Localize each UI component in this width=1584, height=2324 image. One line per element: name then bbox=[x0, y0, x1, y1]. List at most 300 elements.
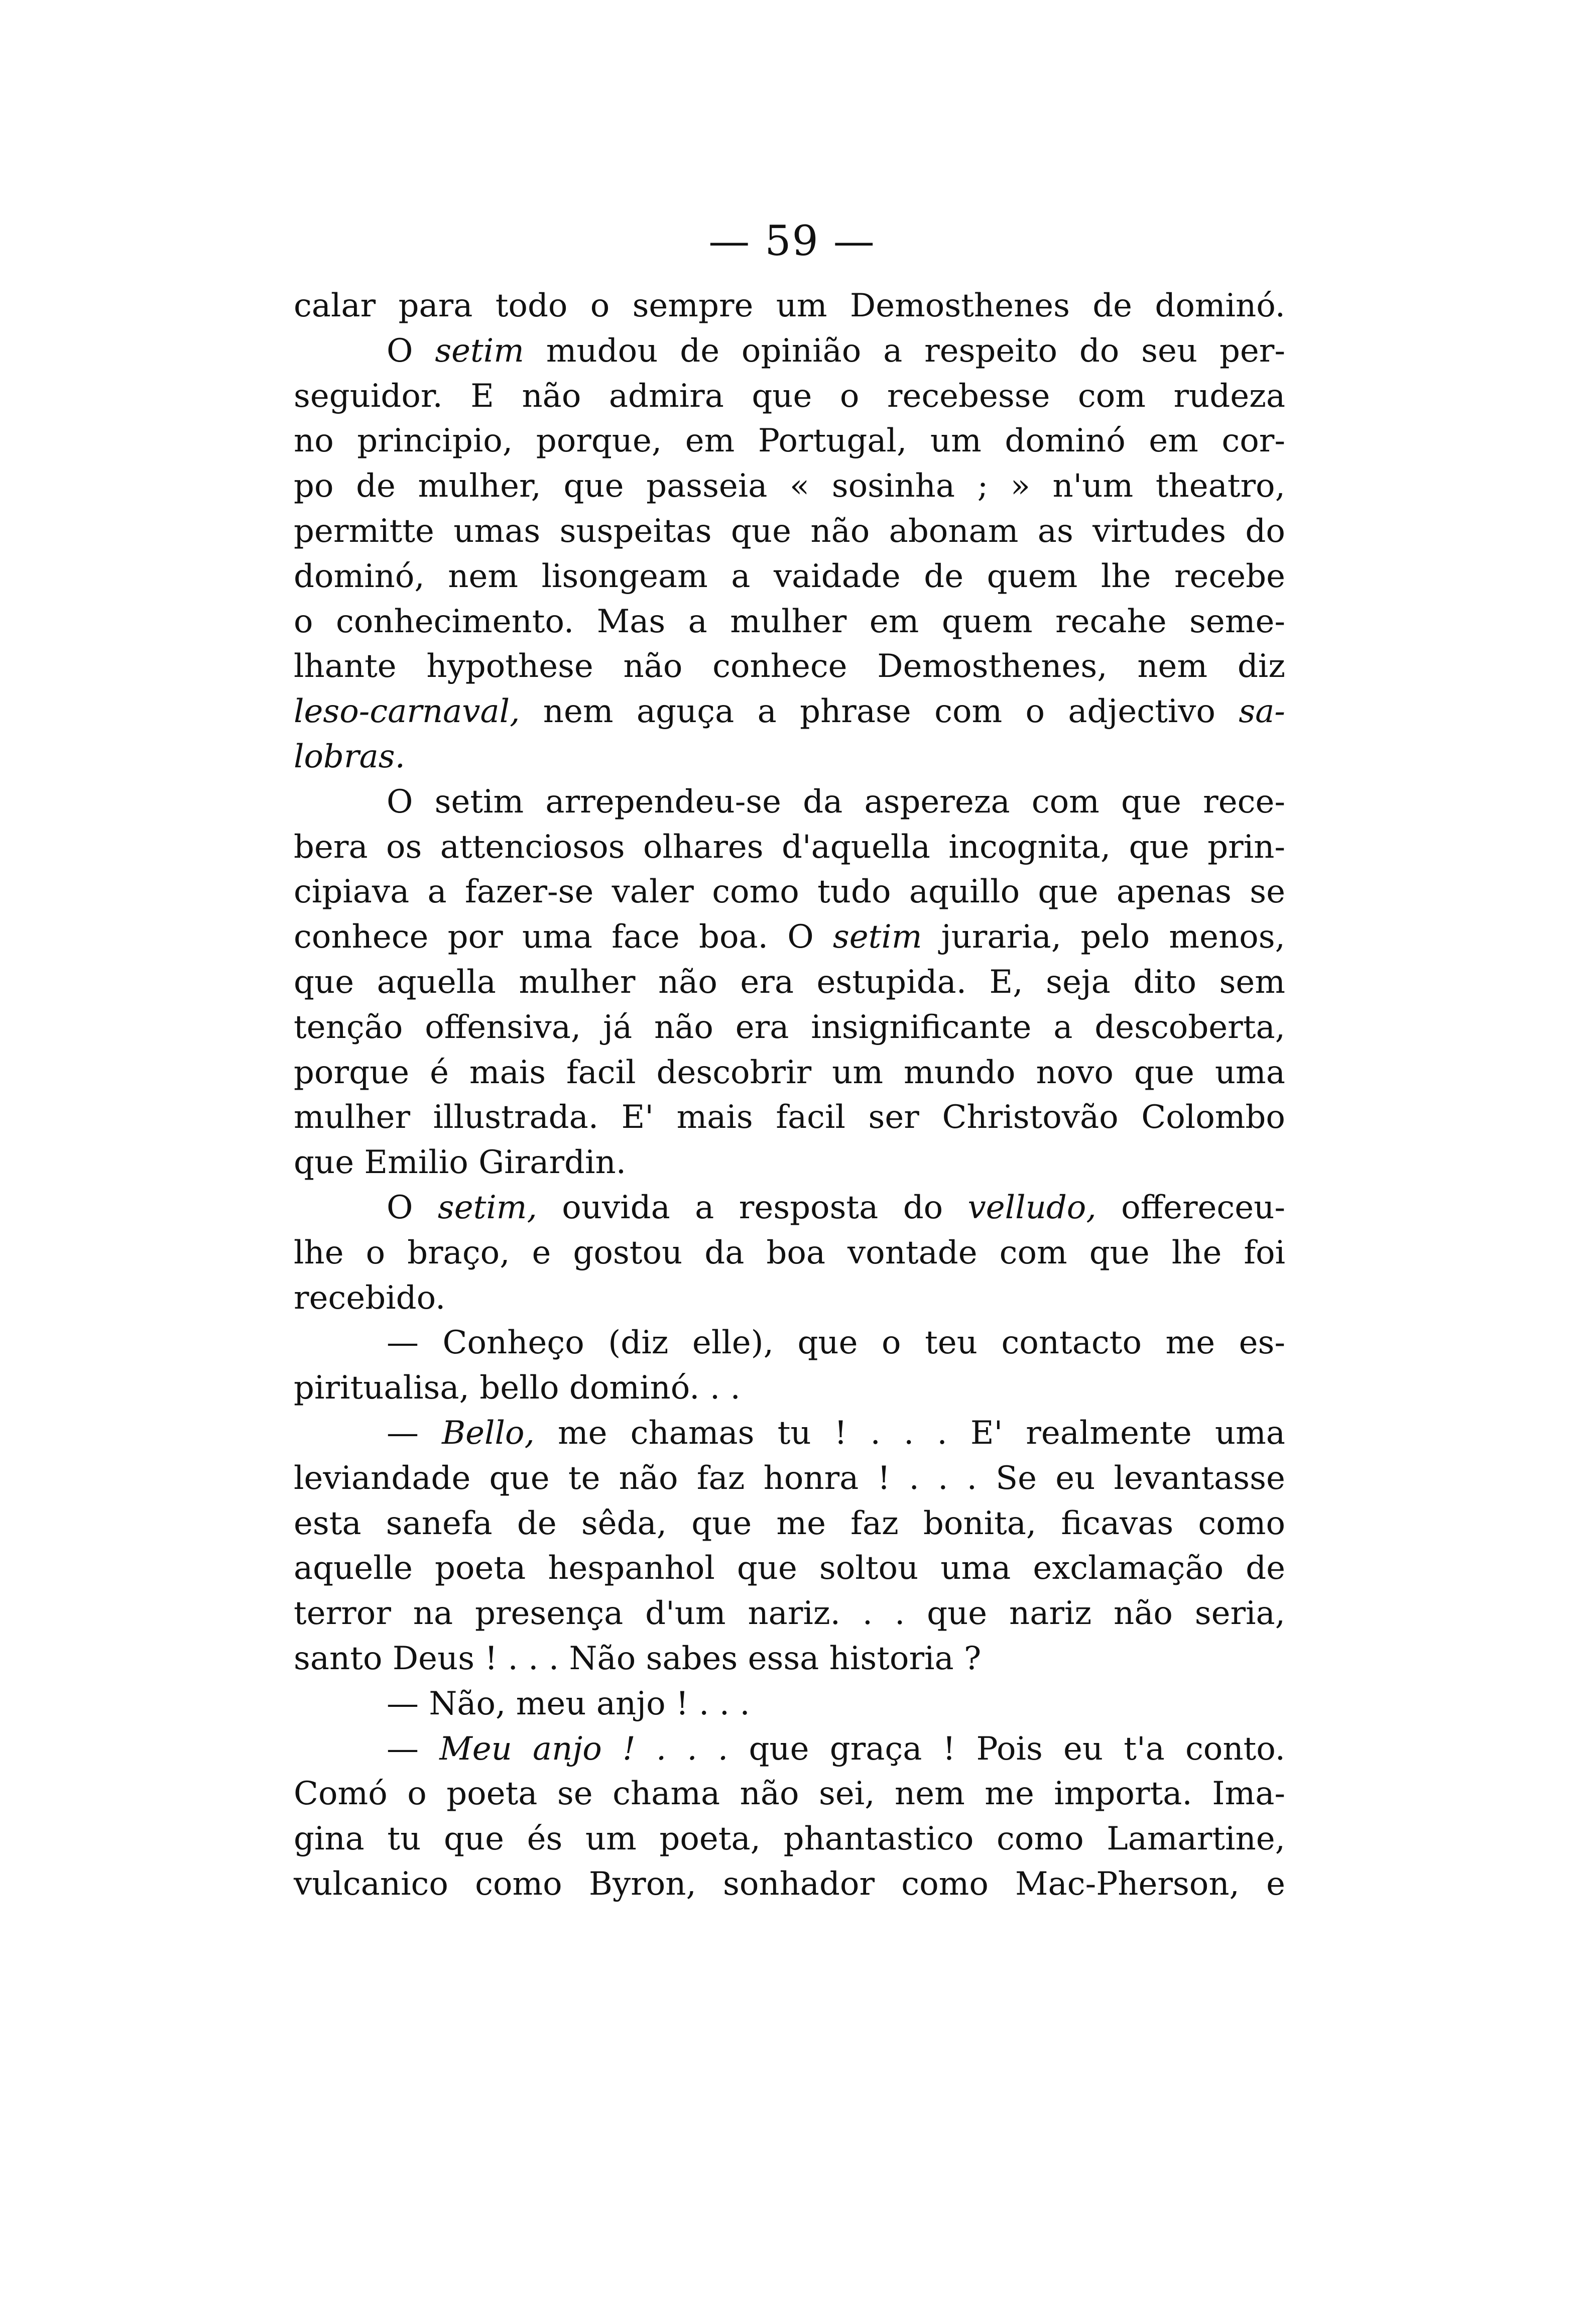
body-text bbox=[294, 284, 1285, 1907]
word: admira bbox=[608, 377, 724, 415]
word: nem bbox=[1137, 648, 1208, 685]
word: aquella bbox=[377, 963, 496, 1001]
word: setim bbox=[434, 783, 524, 821]
word: um bbox=[930, 422, 982, 460]
word: setim bbox=[832, 918, 922, 956]
word: de bbox=[1246, 1550, 1285, 1587]
word: do bbox=[1245, 512, 1285, 550]
text-line bbox=[294, 284, 1285, 329]
text-line bbox=[294, 1591, 1285, 1637]
word: leso-carnaval, bbox=[294, 693, 520, 731]
word: tenção bbox=[294, 1008, 403, 1046]
word: não bbox=[623, 648, 683, 685]
word: mulher bbox=[519, 963, 636, 1001]
page-number: — 59 — bbox=[708, 217, 876, 265]
word: dominó bbox=[1005, 422, 1126, 460]
word: faz bbox=[696, 1459, 745, 1497]
word: pelo bbox=[1080, 918, 1150, 956]
word: Portugal, bbox=[758, 422, 907, 460]
word: Bello, bbox=[442, 1414, 535, 1452]
word: o bbox=[407, 1775, 427, 1813]
word: — bbox=[387, 1414, 419, 1452]
word: hespanhol bbox=[548, 1550, 715, 1587]
word: a bbox=[688, 603, 707, 640]
word: t'a bbox=[1124, 1730, 1165, 1768]
word: com bbox=[1077, 377, 1146, 415]
word: não bbox=[619, 1459, 678, 1497]
word: juraria, bbox=[941, 918, 1062, 956]
word: que bbox=[443, 1820, 504, 1858]
word: . bbox=[717, 1730, 728, 1768]
word: uma bbox=[522, 918, 592, 956]
word: o bbox=[294, 603, 313, 640]
word: conhecimento. bbox=[335, 603, 574, 640]
word: virtudes bbox=[1092, 512, 1227, 550]
word: te bbox=[568, 1459, 600, 1497]
word: nariz bbox=[1009, 1595, 1092, 1633]
word: vaidade bbox=[773, 557, 901, 595]
word: cipiava bbox=[294, 873, 410, 911]
word: boa. bbox=[699, 918, 768, 956]
word: como bbox=[997, 1820, 1084, 1858]
word: o bbox=[590, 287, 610, 324]
word: facil bbox=[776, 1099, 845, 1136]
word: sa- bbox=[1239, 693, 1285, 731]
word: de bbox=[680, 332, 720, 370]
text-line bbox=[294, 1817, 1285, 1862]
word: Mac-Pherson, bbox=[1015, 1865, 1240, 1903]
word: po bbox=[294, 468, 334, 505]
word: — bbox=[387, 1730, 419, 1768]
word: aspereza bbox=[864, 783, 1010, 821]
word: face bbox=[612, 918, 680, 956]
word: tu bbox=[387, 1820, 421, 1858]
word: Mas bbox=[596, 603, 666, 640]
word: offereceu- bbox=[1121, 1189, 1285, 1226]
word: graça bbox=[829, 1730, 922, 1768]
word: diz bbox=[1237, 648, 1285, 685]
word: setim bbox=[435, 332, 524, 370]
word: setim, bbox=[437, 1189, 537, 1226]
word: aquillo bbox=[909, 873, 1020, 911]
word: que bbox=[737, 1550, 797, 1587]
word: o bbox=[839, 377, 860, 415]
word: de bbox=[924, 557, 964, 595]
word: ! bbox=[622, 1730, 636, 1768]
text-line bbox=[294, 1637, 1285, 1682]
word: Pois bbox=[976, 1730, 1043, 1768]
word: aquelle bbox=[294, 1550, 413, 1587]
text-line bbox=[294, 1456, 1285, 1501]
word: honra bbox=[763, 1459, 859, 1497]
word: as bbox=[1037, 512, 1073, 550]
word: illustrada. bbox=[433, 1099, 599, 1136]
word: . bbox=[656, 1730, 667, 1768]
word: que bbox=[752, 377, 812, 415]
word: phrase bbox=[800, 693, 911, 731]
word: sem bbox=[1219, 963, 1285, 1001]
text-line bbox=[294, 1231, 1285, 1276]
word: ouvida bbox=[562, 1189, 670, 1226]
word: Se bbox=[996, 1459, 1037, 1497]
text-line bbox=[294, 1321, 1285, 1366]
word: mais bbox=[676, 1099, 753, 1136]
word: teu bbox=[925, 1324, 978, 1362]
word: elle), bbox=[692, 1324, 774, 1362]
word: nariz. bbox=[748, 1595, 840, 1633]
word: mais bbox=[469, 1054, 546, 1091]
text-segment: piritualisa, bello dominó. . . bbox=[294, 1369, 741, 1407]
word: mudou bbox=[546, 332, 658, 370]
word: passeia bbox=[646, 468, 768, 505]
word: descoberta, bbox=[1094, 1008, 1285, 1046]
word: dito bbox=[1133, 963, 1196, 1001]
word: ! bbox=[834, 1414, 847, 1452]
word: porque, bbox=[536, 422, 662, 460]
word: não bbox=[654, 1008, 713, 1046]
word: nem bbox=[895, 1775, 965, 1813]
word: realmente bbox=[1026, 1414, 1192, 1452]
word: theatro, bbox=[1155, 468, 1285, 505]
word: Demosthenes, bbox=[877, 648, 1108, 685]
text-segment: santo Deus ! . . . Não sabes essa historia ? bbox=[294, 1640, 982, 1677]
word: insignificante bbox=[811, 1008, 1032, 1046]
word: velludo, bbox=[967, 1189, 1096, 1226]
word: a bbox=[731, 557, 751, 595]
word: . bbox=[903, 1414, 914, 1452]
text-line bbox=[294, 825, 1285, 870]
word: principio, bbox=[357, 422, 513, 460]
word: conto. bbox=[1185, 1730, 1285, 1768]
word: . bbox=[894, 1595, 905, 1633]
word: Ima- bbox=[1212, 1775, 1285, 1813]
word: levantasse bbox=[1114, 1459, 1285, 1497]
word: seria, bbox=[1194, 1595, 1285, 1633]
word: que bbox=[563, 468, 624, 505]
word: lisongeam bbox=[541, 557, 708, 595]
text-line bbox=[294, 600, 1285, 645]
word: umas bbox=[453, 512, 541, 550]
text-line bbox=[294, 1051, 1285, 1096]
word: a bbox=[1053, 1008, 1073, 1046]
word: uma bbox=[1214, 1054, 1285, 1091]
word: . bbox=[870, 1414, 881, 1452]
text-line bbox=[294, 509, 1285, 554]
word: nem bbox=[543, 693, 614, 731]
word: sosinha bbox=[831, 468, 955, 505]
word: todo bbox=[495, 287, 568, 324]
word: que bbox=[691, 1504, 752, 1542]
word: em bbox=[1149, 422, 1198, 460]
word: aguça bbox=[636, 693, 735, 731]
word: dominó, bbox=[294, 557, 425, 595]
text-line bbox=[294, 1276, 1285, 1321]
word: como bbox=[712, 873, 799, 911]
word: se bbox=[557, 1775, 593, 1813]
word: ; bbox=[977, 468, 989, 505]
word: sei, bbox=[819, 1775, 875, 1813]
word: esta bbox=[294, 1504, 361, 1542]
word: chamas bbox=[630, 1414, 755, 1452]
word: seme- bbox=[1189, 603, 1285, 640]
word: O bbox=[387, 783, 413, 821]
text-line bbox=[294, 1682, 1285, 1727]
word: nem bbox=[448, 557, 519, 595]
word: não bbox=[740, 1775, 799, 1813]
word: seja bbox=[1046, 963, 1111, 1001]
text-line bbox=[294, 1186, 1285, 1231]
word: que bbox=[730, 512, 791, 550]
word: já bbox=[603, 1008, 633, 1046]
word: como bbox=[1198, 1504, 1285, 1542]
word: me bbox=[985, 1775, 1034, 1813]
word: calar bbox=[294, 287, 376, 324]
word: abonam bbox=[889, 512, 1019, 550]
word: arrependeu-se bbox=[545, 783, 782, 821]
word: (diz bbox=[608, 1324, 669, 1362]
word: . bbox=[937, 1414, 947, 1452]
word: anjo bbox=[533, 1730, 602, 1768]
word: d'um bbox=[645, 1595, 726, 1633]
word: Comó bbox=[294, 1775, 388, 1813]
word: recebe bbox=[1174, 557, 1285, 595]
word: um bbox=[776, 287, 827, 324]
word: eu bbox=[1063, 1730, 1104, 1768]
word: no bbox=[294, 422, 334, 460]
word: sempre bbox=[632, 287, 754, 324]
word: e bbox=[1266, 1865, 1285, 1903]
word: adjectivo bbox=[1068, 693, 1215, 731]
word: . bbox=[909, 1459, 919, 1497]
word: quem bbox=[987, 557, 1078, 595]
word: lhe bbox=[294, 1234, 344, 1271]
word: olhares bbox=[643, 828, 764, 866]
word: que bbox=[1089, 1234, 1150, 1271]
word: tudo bbox=[817, 873, 891, 911]
word: um bbox=[832, 1054, 884, 1091]
word: ficavas bbox=[1061, 1504, 1174, 1542]
word: vulcanico bbox=[294, 1865, 448, 1903]
word: facil bbox=[566, 1054, 636, 1091]
text-line bbox=[294, 870, 1285, 915]
word: gostou bbox=[573, 1234, 683, 1271]
word: em bbox=[685, 422, 735, 460]
word: conhece bbox=[294, 918, 429, 956]
word: novo bbox=[1036, 1054, 1114, 1091]
word: » bbox=[1010, 468, 1030, 505]
word: importa. bbox=[1054, 1775, 1192, 1813]
text-line bbox=[294, 689, 1285, 735]
word: incognita, bbox=[948, 828, 1111, 866]
word: braço, bbox=[407, 1234, 510, 1271]
word: Christovão bbox=[942, 1099, 1119, 1136]
word: o bbox=[365, 1234, 386, 1271]
word: seguidor. bbox=[294, 377, 443, 415]
text-line bbox=[294, 554, 1285, 600]
text-line bbox=[294, 1005, 1285, 1051]
word: com bbox=[999, 1234, 1067, 1271]
word: de bbox=[517, 1504, 557, 1542]
word: O bbox=[387, 1189, 413, 1226]
word: cor- bbox=[1222, 422, 1285, 460]
word: recebesse bbox=[887, 377, 1050, 415]
word: o bbox=[882, 1324, 901, 1362]
text-segment: — Não, meu anjo ! . . . bbox=[387, 1685, 750, 1722]
word: foi bbox=[1244, 1234, 1285, 1271]
word: es- bbox=[1239, 1324, 1285, 1362]
word: apenas bbox=[1116, 873, 1232, 911]
word: Meu bbox=[439, 1730, 512, 1768]
word: — bbox=[387, 1324, 419, 1362]
word: do bbox=[1079, 332, 1120, 370]
word: fazer-se bbox=[464, 873, 594, 911]
word: o bbox=[1025, 693, 1045, 731]
word: de bbox=[356, 468, 396, 505]
word: que bbox=[1134, 1054, 1194, 1091]
word: E' bbox=[621, 1099, 654, 1136]
word: Byron, bbox=[588, 1865, 696, 1903]
word: rece- bbox=[1203, 783, 1285, 821]
word: estupida. bbox=[816, 963, 967, 1001]
word: ! bbox=[877, 1459, 891, 1497]
word: porque bbox=[294, 1054, 410, 1091]
word: recahe bbox=[1055, 603, 1167, 640]
text-line bbox=[294, 960, 1285, 1005]
word: Colombo bbox=[1141, 1099, 1285, 1136]
word: mulher bbox=[730, 603, 847, 640]
word: e bbox=[532, 1234, 551, 1271]
text-line bbox=[294, 1140, 1285, 1186]
word: bera bbox=[294, 828, 368, 866]
text-line bbox=[294, 1862, 1285, 1907]
word: uma bbox=[1214, 1414, 1285, 1452]
word: attenciosos bbox=[440, 828, 625, 866]
word: me bbox=[776, 1504, 826, 1542]
word: E, bbox=[989, 963, 1023, 1001]
word: rudeza bbox=[1173, 377, 1285, 415]
word: . bbox=[862, 1595, 873, 1633]
word: ! bbox=[942, 1730, 956, 1768]
word: menos, bbox=[1169, 918, 1285, 956]
text-line bbox=[294, 735, 1285, 780]
text-line bbox=[294, 1546, 1285, 1591]
word: a bbox=[883, 332, 903, 370]
word: hypothese bbox=[426, 648, 593, 685]
word: . bbox=[687, 1730, 697, 1768]
word: gina bbox=[294, 1820, 364, 1858]
text-line bbox=[294, 644, 1285, 689]
word: com bbox=[934, 693, 1003, 731]
word: não bbox=[1113, 1595, 1173, 1633]
word: que bbox=[489, 1459, 550, 1497]
word: E' bbox=[970, 1414, 1003, 1452]
word: ser bbox=[868, 1099, 919, 1136]
word: mulher bbox=[294, 1099, 411, 1136]
text-line bbox=[294, 329, 1285, 374]
word: d'aquella bbox=[782, 828, 930, 866]
text-line bbox=[294, 1772, 1285, 1817]
word: valer bbox=[612, 873, 694, 911]
word: de bbox=[1092, 287, 1133, 324]
word: que bbox=[797, 1324, 858, 1362]
word: vontade bbox=[847, 1234, 978, 1271]
word: offensiva, bbox=[425, 1008, 581, 1046]
word: na bbox=[413, 1595, 453, 1633]
word: . bbox=[966, 1459, 978, 1497]
word: n'um bbox=[1052, 468, 1134, 505]
word: poeta, bbox=[659, 1820, 761, 1858]
word: era bbox=[740, 963, 794, 1001]
word: não bbox=[810, 512, 870, 550]
word: um bbox=[585, 1820, 637, 1858]
word: O bbox=[787, 918, 814, 956]
word: boa bbox=[766, 1234, 825, 1271]
text-line bbox=[294, 419, 1285, 464]
word: mundo bbox=[903, 1054, 1016, 1091]
word: que bbox=[1121, 783, 1182, 821]
text-segment: lobras. bbox=[294, 738, 405, 775]
word: uma bbox=[940, 1550, 1011, 1587]
word: em bbox=[869, 603, 919, 640]
word: respeito bbox=[924, 332, 1057, 370]
word: que bbox=[294, 963, 354, 1001]
word: terror bbox=[294, 1595, 391, 1633]
word: me bbox=[557, 1414, 607, 1452]
word: sonhador bbox=[722, 1865, 875, 1903]
word: da bbox=[803, 783, 843, 821]
word: por bbox=[447, 918, 503, 956]
word: com bbox=[1031, 783, 1100, 821]
word: phantastico bbox=[783, 1820, 974, 1858]
word: quem bbox=[941, 603, 1033, 640]
word: prin- bbox=[1207, 828, 1285, 866]
word: Lamartine, bbox=[1107, 1820, 1285, 1858]
word: que bbox=[1129, 828, 1189, 866]
word: me bbox=[1165, 1324, 1215, 1362]
word: poeta bbox=[435, 1550, 526, 1587]
word: mulher, bbox=[418, 468, 541, 505]
word: « bbox=[789, 468, 810, 505]
word: per- bbox=[1219, 332, 1285, 370]
word: sanefa bbox=[386, 1504, 493, 1542]
text-line bbox=[294, 1366, 1285, 1411]
text-line bbox=[294, 915, 1285, 960]
text-line bbox=[294, 780, 1285, 825]
word: O bbox=[387, 332, 413, 370]
word: é bbox=[430, 1054, 449, 1091]
text-line bbox=[294, 1411, 1285, 1456]
word: seu bbox=[1141, 332, 1198, 370]
word: opinião bbox=[741, 332, 862, 370]
word: eu bbox=[1055, 1459, 1095, 1497]
word: para bbox=[398, 287, 473, 324]
text-line bbox=[294, 1095, 1285, 1140]
word: conhece bbox=[712, 648, 847, 685]
word: Conheço bbox=[442, 1324, 584, 1362]
word: se bbox=[1250, 873, 1285, 911]
word: soltou bbox=[819, 1550, 919, 1587]
word: era bbox=[735, 1008, 789, 1046]
word: resposta bbox=[739, 1189, 879, 1226]
word: descobrir bbox=[656, 1054, 812, 1091]
word: dominó. bbox=[1155, 287, 1285, 324]
word: do bbox=[903, 1189, 943, 1226]
word: lhante bbox=[294, 648, 397, 685]
word: suspeitas bbox=[559, 512, 712, 550]
word: permitte bbox=[294, 512, 434, 550]
word: E bbox=[470, 377, 494, 415]
text-line bbox=[294, 1501, 1285, 1547]
